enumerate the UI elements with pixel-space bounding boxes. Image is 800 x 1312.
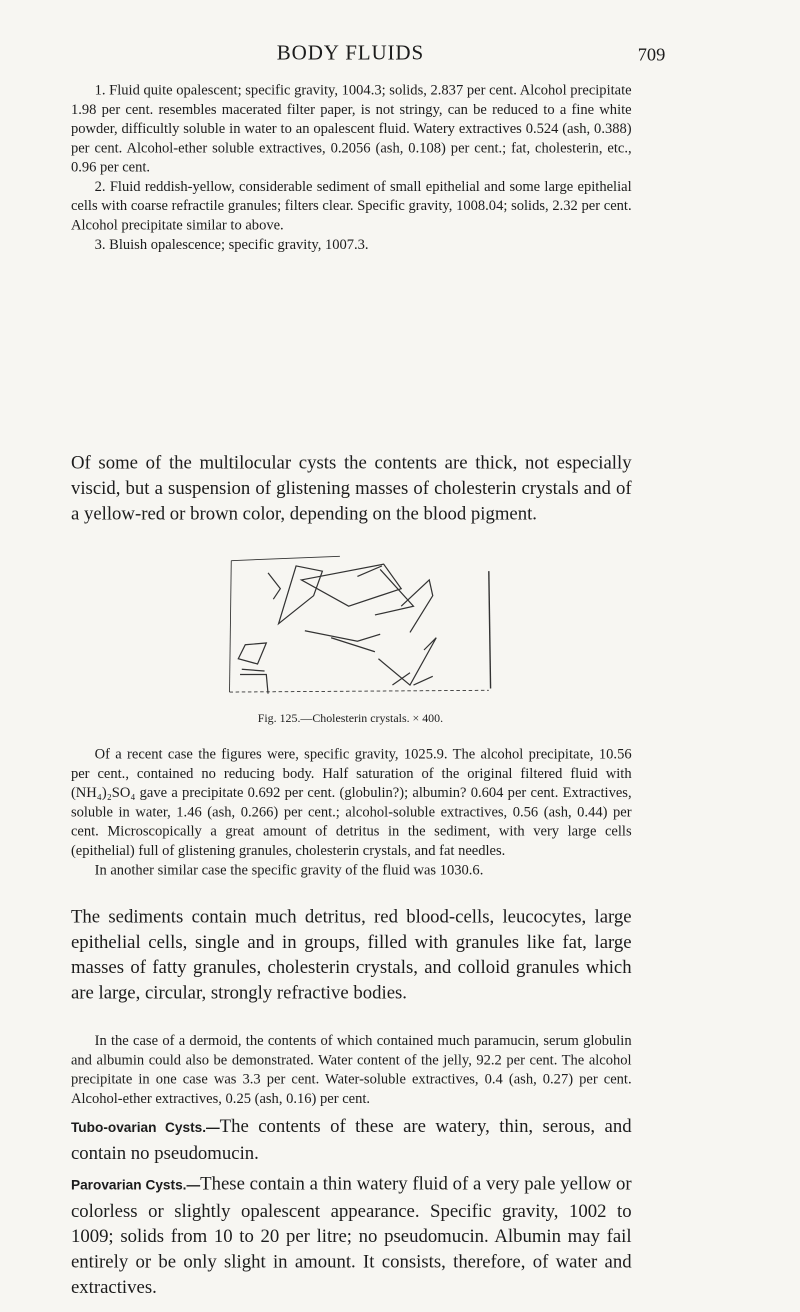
another-case-paragraph: In another similar case the specific gravity of the fluid was 1030.6. (94, 861, 484, 878)
parovarian-paragraph (71, 1171, 632, 1300)
parovarian-heading: Parovarian Cysts.— (70, 1178, 201, 1194)
sediments-paragraph: The sediments contain much detritus, red blood-cells, leucocytes, large epithelial cells, single and in groups, filled with granules like fat, large masses of fatty granules, cholesterin crystals, and colloid granules which are large, circular, strongly refractive bodies. (70, 905, 632, 1004)
case-item-1: 1. Fluid quite opalescent; specific gravity, 1004.3; solids, 2.837 per cent. Alcohol precipitate 1.98 per cent. resembles macerated filter paper, is not stringy, can be reduced to a fine white powder, difficultly soluble in water to an opalescent fluid. Watery extractives 0.524 (ash, 0.388) per cent. Alcohol-ether soluble extractives, 0.2056 (ash, 0.108) per cent.; fat, cholesterin, etc., 0.96 per cent. (70, 81, 632, 176)
tubo-ovarian-paragraph (71, 1113, 632, 1166)
case-item-3: 3. Bluish opalescence; specific gravity, 1007.3. (94, 235, 369, 253)
running-head: BODY FLUIDS (276, 42, 425, 65)
case-list (71, 81, 632, 254)
parovarian-text: These contain a thin watery fluid of a very pale yellow or colorless or slightly opalescent appearance. Specific gravity, 1002 to 1009; solids from 10 to 20 per litre; no pseudomucin. Albumin may fail entirely or be only slight in amount. It consists, therefore, of water and extractives. (70, 1172, 632, 1298)
multilocular-paragraph: Of some of the multilocular cysts the contents are thick, not especially viscid, but a suspension of glistening masses of cholesterin crystals and of a yellow-red or brown color, depending on the blood pigment. (70, 452, 632, 524)
case-item-2: 2. Fluid reddish-yellow, considerable sediment of small epithelial and some large epithelial cells with coarse refractile granules; filters clear. Specific gravity, 1008.04; solids, 2.32 per cent. Alcohol precipitate similar to above. (70, 177, 632, 234)
crystal-illustration (226, 554, 498, 694)
page-number: 709 (637, 43, 666, 65)
tubo-ovarian-heading: Tubo-ovarian Cysts.— (70, 1120, 220, 1136)
dermoid-paragraph: In the case of a dermoid, the contents of which contained much paramucin, serum globulin and albumin could also be demonstrated. Water content of the jelly, 92.2 per cent. The alcohol precipitate in one case was 3.3 per cent. Water-soluble extractives, 0.4 (ash, 0.27) per cent. Alcohol-ether extractives, 0.25 (ash, 0.16) per cent. (70, 1031, 632, 1107)
recent-case-paragraph: Of a recent case the figures were, specific gravity, 1025.9. The alcohol precipitate, 10.56 per cent., contained no reducing body. Half saturation of the original filtered fluid with (NH₄)₂SO₄ gave a precipitate 0.692 per cent. (globulin?); albumin? 0.604 per cent. Extractives, soluble in water, 1.46 (ash, 0.266) per cent.; alcohol-soluble extractives, 0.56 (ash, 0.44) per cent. Microscopically a great amount of detritus in the sediment, with very large cells (epithelial) full of glistening granules, cholesterin crystals, and fat needles. (70, 745, 632, 859)
cholesterin-crystals-figure (226, 554, 498, 694)
tubo-ovarian-text: The contents of these are watery, thin, serous, and contain no pseudomucin. (70, 1115, 632, 1164)
figure-caption: Fig. 125.—Cholesterin crystals. × 400. (257, 711, 444, 725)
